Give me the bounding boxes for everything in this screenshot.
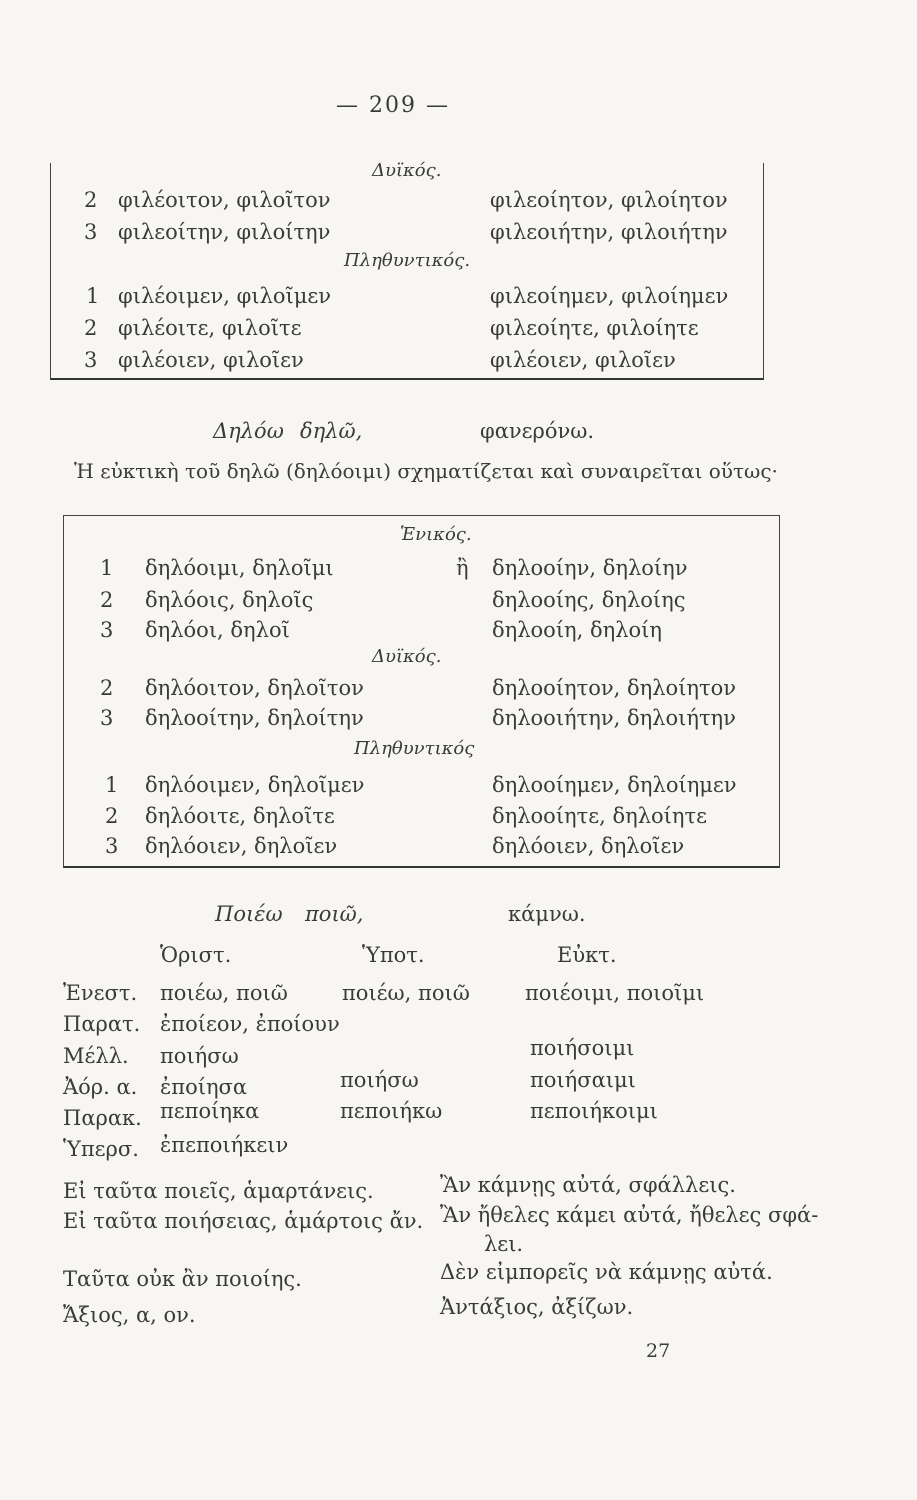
verb-heading-delo: δηλῶ, xyxy=(300,419,363,443)
verb-heading-meaning: φανερόνω. xyxy=(480,419,595,443)
indicative-form: ἐπεποιήκειν xyxy=(160,1133,289,1157)
example-left: Ταῦτα οὐκ ἂν ποιοίης. xyxy=(63,1267,302,1291)
form-left: δηλόοιμεν, δηλοῖμεν xyxy=(145,773,365,797)
row-number: 3 xyxy=(105,834,119,858)
form-right: δηλοοίη, δηλοίη xyxy=(492,618,662,642)
subjunctive-form: ποιέω, ποιῶ xyxy=(342,981,470,1005)
example-right: Ἂν κάμνῃς αὐτά, σφάλλεις. xyxy=(440,1173,736,1197)
optative-form: ποιήσαιμι xyxy=(530,1068,636,1092)
plural-label-1: Πληθυντικός. xyxy=(344,250,471,271)
optative-form: ποιήσοιμι xyxy=(530,1036,635,1060)
form-left: δηλόοις, δηλοῖς xyxy=(145,588,314,612)
form-right: δηλόοιεν, δηλοῖεν xyxy=(492,834,685,858)
verb-heading-poieo: Ποιέω xyxy=(215,902,283,926)
form-right: φιλεοίημεν, φιλοίημεν xyxy=(490,284,729,308)
form-right: δηλοοιήτην, δηλοιήτην xyxy=(492,706,736,730)
row-number: 2 xyxy=(84,316,98,340)
form-left: δηλόοιτον, δηλοῖτον xyxy=(145,676,364,700)
form-right: φιλεοιήτην, φιλοιήτην xyxy=(490,220,728,244)
tense-label: Ὑπερσ. xyxy=(63,1137,139,1161)
form-left: δηλόοι, δηλοῖ xyxy=(145,618,290,642)
tense-label: Ἀόρ. α. xyxy=(63,1075,138,1099)
form-right: δηλοοίητον, δηλοίητον xyxy=(492,676,737,700)
form-left: δηλόοιεν, δηλοῖεν xyxy=(145,834,338,858)
form-left: φιλέοιτον, φιλοῖτον xyxy=(118,188,331,212)
singular-label-2: Ἑνικός. xyxy=(400,524,472,545)
row-number: 1 xyxy=(100,556,114,580)
example-left: Ἄξιος, α, ον. xyxy=(63,1303,196,1327)
form-right: δηλοοίητε, δηλοίητε xyxy=(492,804,707,828)
row-number: 1 xyxy=(105,773,119,797)
form-right: δηλοοίημεν, δηλοίημεν xyxy=(492,773,737,797)
row-number: 2 xyxy=(100,676,114,700)
tense-label: Μέλλ. xyxy=(63,1044,129,1068)
form-left: φιλέοιεν, φιλοῖεν xyxy=(118,348,304,372)
example-right: Ἀντάξιος, ἀξίζων. xyxy=(440,1295,634,1319)
subjunctive-form: πεποιήκω xyxy=(340,1099,443,1123)
dual-label-2: Δυϊκός. xyxy=(372,646,442,667)
header-optative: Εὐκτ. xyxy=(557,943,617,967)
or-word: ἢ xyxy=(456,556,469,580)
example-right: Ἂν ἤθελες κάμει αὐτά, ἤθελες σφά- xyxy=(440,1203,819,1227)
header-subjunctive: Ὑποτ. xyxy=(362,943,425,967)
dual-label-1: Δυϊκός. xyxy=(372,160,442,181)
form-right: φιλέοιεν, φιλοῖεν xyxy=(490,348,676,372)
intro-sentence: Ἡ εὐκτικὴ τοῦ δηλῶ (δηλόοιμι) σχηματίζεται καὶ συναιρεῖται οὕτως· xyxy=(74,459,778,483)
row-number: 1 xyxy=(86,284,100,308)
indicative-form: ποιέω, ποιῶ xyxy=(160,981,288,1005)
row-number: 2 xyxy=(105,804,119,828)
optative-form: ποιέοιμι, ποιοῖμι xyxy=(525,981,705,1005)
indicative-form: ποιήσω xyxy=(160,1044,239,1068)
form-right: δηλοοίην, δηλοίην xyxy=(492,556,688,580)
form-left: δηλοοίτην, δηλοίτην xyxy=(145,706,364,730)
row-number: 2 xyxy=(84,188,98,212)
form-left: φιλεοίτην, φιλοίτην xyxy=(118,220,331,244)
form-left: φιλέοιτε, φιλοῖτε xyxy=(118,316,302,340)
form-left: δηλόοιτε, δηλοῖτε xyxy=(145,804,335,828)
row-number: 2 xyxy=(100,588,114,612)
page-number: — 209 — xyxy=(336,93,450,118)
row-number: 3 xyxy=(84,348,98,372)
example-left: Εἰ ταῦτα ποιήσειας, ἁμάρτοις ἄν. xyxy=(63,1209,424,1233)
row-number: 3 xyxy=(100,706,114,730)
tense-label: Ἐνεστ. xyxy=(63,981,138,1005)
indicative-form: πεποίηκα xyxy=(160,1099,260,1123)
form-left: φιλέοιμεν, φιλοῖμεν xyxy=(118,284,332,308)
verb-heading-delow: Δηλόω xyxy=(213,419,284,443)
example-left: Εἰ ταῦτα ποιεῖς, ἁμαρτάνεις. xyxy=(63,1179,374,1203)
plural-label-2: Πληθυντικός xyxy=(354,738,475,759)
form-right: δηλοοίης, δηλοίης xyxy=(492,588,686,612)
signature-mark: 27 xyxy=(646,1340,671,1362)
subjunctive-form: ποιήσω xyxy=(340,1068,419,1092)
row-number: 3 xyxy=(84,220,98,244)
form-left: δηλόοιμι, δηλοῖμι xyxy=(145,556,334,580)
indicative-form: ἐποίεον, ἐποίουν xyxy=(160,1012,340,1036)
verb-heading-meaning-2: κάμνω. xyxy=(508,902,586,926)
tense-label: Παρακ. xyxy=(63,1106,142,1130)
tense-label: Παρατ. xyxy=(63,1012,141,1036)
header-indicative: Ὁριστ. xyxy=(160,943,232,967)
example-right-continuation: λει. xyxy=(484,1232,524,1256)
form-right: φιλεοίητον, φιλοίητον xyxy=(490,188,728,212)
example-right: Δὲν εἰμπορεῖς νὰ κάμνῃς αὐτά. xyxy=(440,1260,773,1284)
verb-heading-poio: ποιῶ, xyxy=(305,902,364,926)
optative-form: πεποιήκοιμι xyxy=(530,1099,658,1123)
indicative-form: ἐποίησα xyxy=(160,1075,248,1099)
row-number: 3 xyxy=(100,618,114,642)
form-right: φιλεοίητε, φιλοίητε xyxy=(490,316,699,340)
